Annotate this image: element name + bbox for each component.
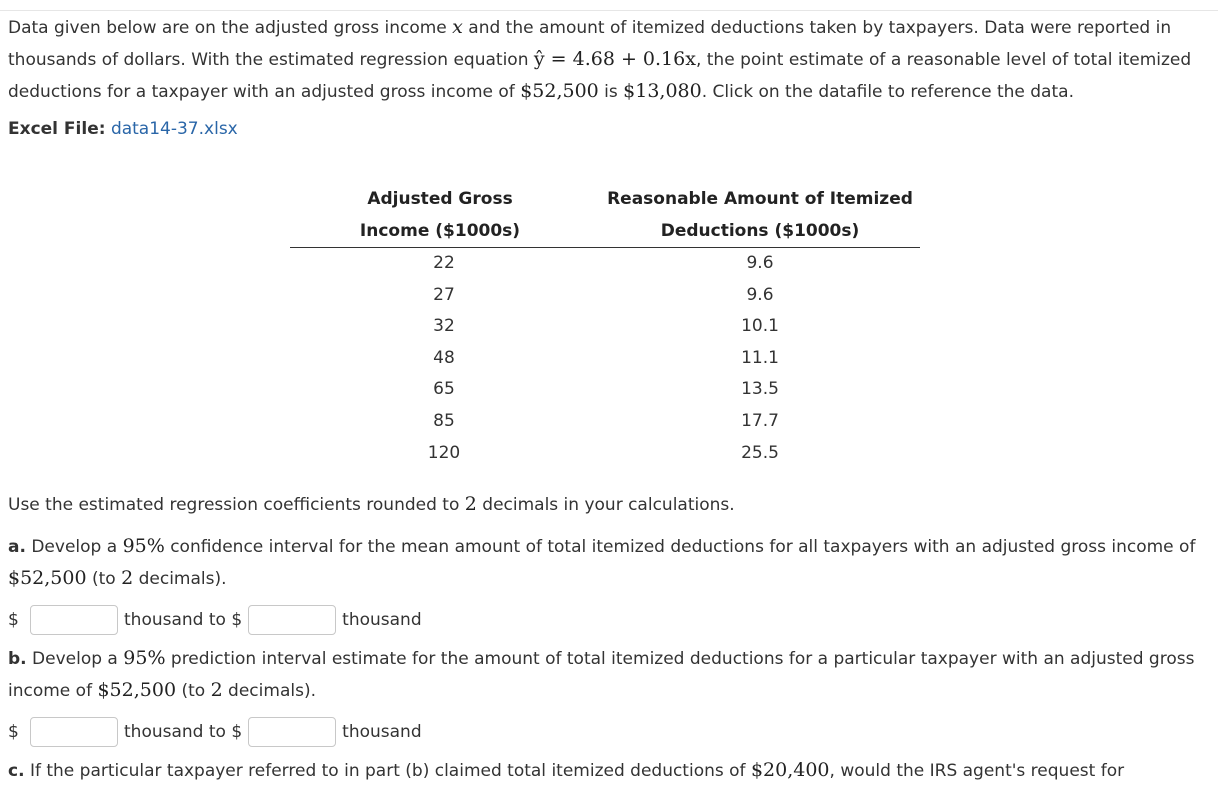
qb-part3: (to xyxy=(176,681,211,701)
qa-income: $52,500 xyxy=(8,567,87,589)
estimate-value: $13,080 xyxy=(623,80,702,102)
instruction-part2: decimals in your calculations. xyxy=(476,495,735,515)
intro-text-3: , the point estimate of a reasonable level of total itemized deductions for a taxpayer with an adjusted gross income of xyxy=(8,50,1192,102)
qc-amount: $20,400 xyxy=(750,759,830,781)
deduction-cell: 11.1 xyxy=(741,347,779,368)
col2-header-line1: Reasonable Amount of Itemized xyxy=(607,189,913,209)
deduction-cell: 10.1 xyxy=(741,316,779,337)
qc-part2: , would the IRS agent's request for xyxy=(829,761,1125,781)
qc-part1: If the particular taxpayer referred to in part (b) claimed total itemized deductions of xyxy=(24,761,751,781)
table-row xyxy=(290,374,920,406)
thousand-label: thousand xyxy=(342,722,422,742)
income-cell: 85 xyxy=(433,410,455,431)
income-value: $52,500 xyxy=(520,80,599,102)
qa-part2: confidence interval for the mean amount of total itemized deductions for all taxpayers with an adjusted gross income of xyxy=(164,537,1196,557)
answer-row-b xyxy=(8,715,1213,749)
questions-section xyxy=(8,489,1213,787)
deduction-cell: 9.6 xyxy=(746,284,774,305)
income-cell: 48 xyxy=(433,347,455,368)
a-upper-input[interactable] xyxy=(248,605,336,635)
qb-part1: Develop a xyxy=(26,649,124,669)
qb-percent: 95% xyxy=(123,647,166,669)
thousand-label: thousand xyxy=(342,610,422,630)
intro-text-1: Data given below are on the adjusted gross income xyxy=(8,18,453,38)
thousand-to-label: thousand to $ xyxy=(124,722,243,742)
income-cell: 27 xyxy=(433,284,455,305)
excel-file-label: Excel File: xyxy=(8,119,106,139)
question-c xyxy=(8,755,1213,787)
intro-text-4: is xyxy=(598,82,624,102)
question-a xyxy=(8,531,1213,595)
question-a-label: a. xyxy=(8,537,26,557)
thousand-to-label: thousand to $ xyxy=(124,610,243,630)
table-row xyxy=(290,343,920,375)
table-row xyxy=(290,280,920,312)
intro-text-5: . Click on the datafile to reference the data. xyxy=(701,82,1074,102)
x-variable: x xyxy=(452,16,463,38)
b-lower-input[interactable] xyxy=(30,717,118,747)
question-c-label: c. xyxy=(8,761,25,781)
qb-income: $52,500 xyxy=(97,679,177,701)
question-content xyxy=(8,12,1213,141)
intro-text-2: and the amount of itemized deductions taken by taxpayers. Data were reported in thousands of dollars. With the estimated regression equation xyxy=(8,18,1172,70)
col2-header-line2: Deductions ($1000s) xyxy=(600,215,920,248)
qb-part2: prediction interval estimate for the amount of total itemized deductions for a particular taxpayer with an adjusted gross income of xyxy=(8,649,1195,701)
dollar-sign: $ xyxy=(8,610,19,630)
b-upper-input[interactable] xyxy=(248,717,336,747)
excel-file-line xyxy=(8,117,1213,141)
regression-equation: ŷ = 4.68 + 0.16x xyxy=(533,48,696,70)
data-table xyxy=(290,183,920,469)
deduction-cell: 17.7 xyxy=(741,410,779,431)
deduction-cell: 25.5 xyxy=(741,442,779,463)
question-b-label: b. xyxy=(8,649,27,669)
qa-part4: decimals). xyxy=(133,569,227,589)
income-cell: 22 xyxy=(433,253,455,273)
col1-header-line2: Income ($1000s) xyxy=(290,215,590,248)
qb-decimals: 2 xyxy=(210,679,223,701)
excel-file-link[interactable]: data14-37.xlsx xyxy=(110,119,238,139)
deduction-cell: 9.6 xyxy=(746,253,774,273)
question-b xyxy=(8,643,1213,707)
instruction-text xyxy=(8,489,1213,521)
deduction-cell: 13.5 xyxy=(741,379,779,400)
a-lower-input[interactable] xyxy=(30,605,118,635)
instruction-part1: Use the estimated regression coefficients rounded to xyxy=(8,495,465,515)
qa-part1: Develop a xyxy=(25,537,123,557)
income-cell: 65 xyxy=(433,379,455,400)
table-row xyxy=(290,311,920,343)
table-row xyxy=(290,406,920,438)
top-divider xyxy=(0,10,1218,11)
qb-part4: decimals). xyxy=(222,681,316,701)
answer-row-a xyxy=(8,603,1213,637)
table-row xyxy=(290,438,920,470)
table-row xyxy=(290,248,920,280)
col1-header-line1: Adjusted Gross xyxy=(367,189,513,209)
instruction-decimals: 2 xyxy=(464,493,477,515)
intro-paragraph xyxy=(8,12,1213,108)
qa-decimals: 2 xyxy=(121,567,134,589)
qa-part3: (to xyxy=(86,569,122,589)
qa-percent: 95% xyxy=(122,535,165,557)
income-cell: 32 xyxy=(433,316,455,337)
income-cell: 120 xyxy=(427,442,461,463)
dollar-sign: $ xyxy=(8,722,19,742)
